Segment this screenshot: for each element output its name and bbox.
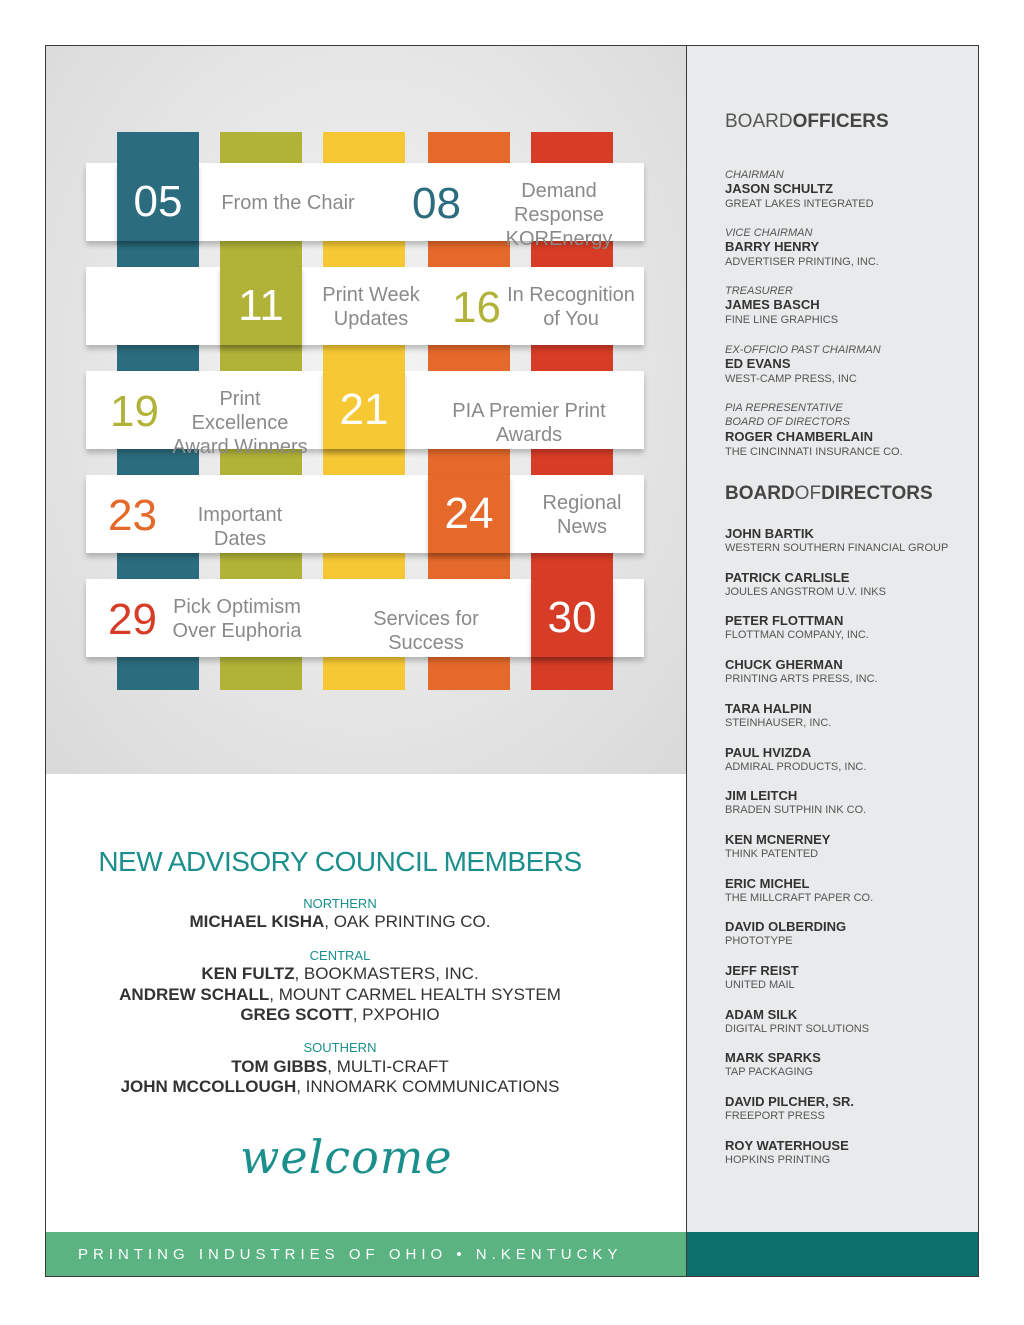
officer-role: PIA REPRESENTATIVE [725, 402, 843, 414]
director-company: WESTERN SOUTHERN FINANCIAL GROUP [725, 542, 949, 554]
officer-company: ADVERTISER PRINTING, INC. [725, 256, 879, 268]
officer-name: JASON SCHULTZ [725, 181, 834, 196]
director-name: MARK SPARKS [725, 1050, 821, 1066]
toc-label-from-the-chair[interactable]: From the Chair [221, 192, 355, 214]
toc-number-08[interactable]: 08 [412, 179, 461, 228]
officer-role: TREASURER [725, 285, 793, 297]
director-name: PATRICK CARLISLE [725, 569, 850, 585]
director-company: BRADEN SUTPHIN INK CO. [725, 804, 867, 817]
member-row: MICHAEL KISHA, OAK PRINTING CO. [189, 912, 491, 931]
director-name: DAVID OLBERDING [725, 919, 847, 935]
director-company: THINK PATENTED [725, 847, 819, 860]
director-company: THE MILLCRAFT PAPER CO. [725, 891, 874, 904]
officer-company: GREAT LAKES INTEGRATED [725, 198, 874, 210]
toc-number-24[interactable]: 24 [428, 475, 510, 553]
officer-company: WEST-CAMP PRESS, INC [725, 373, 857, 385]
officer-name: ED EVANS [725, 356, 791, 371]
director-company: ADMIRAL PRODUCTS, INC. [725, 760, 867, 773]
region-southern: SOUTHERN [303, 1040, 377, 1055]
officer-role: CHAIRMAN [725, 169, 784, 181]
director-company: PRINTING ARTS PRESS, INC. [725, 673, 878, 686]
toc-label-print-excellence[interactable]: Print Excellence Award Winners [172, 388, 308, 458]
member-row: GREG SCOTT, PXPOHIO [240, 1005, 440, 1024]
board-directors-heading: BOARDOFDIRECTORS [725, 483, 933, 504]
director-company: PHOTOTYPE [725, 935, 793, 948]
officer-company: FINE LINE GRAPHICS [725, 314, 839, 326]
toc-label-in-recognition[interactable]: In Recognition of You [507, 284, 635, 330]
director-name: ROY WATERHOUSE [725, 1137, 849, 1153]
officer-company: THE CINCINNATI INSURANCE CO. [725, 446, 903, 458]
toc-number-29[interactable]: 29 [108, 595, 157, 644]
toc-number-19[interactable]: 19 [110, 387, 159, 436]
director-company: DIGITAL PRINT SOLUTIONS [725, 1022, 870, 1035]
member-row: TOM GIBBS, MULTI-CRAFT [231, 1057, 449, 1076]
member-row: KEN FULTZ, BOOKMASTERS, INC. [201, 964, 479, 983]
footer-org-name: PRINTING INDUSTRIES OF OHIO • N.KENTUCKY [78, 1246, 623, 1263]
director-name: ERIC MICHEL [725, 875, 810, 891]
welcome-script: welcome [240, 1130, 453, 1184]
region-central: CENTRAL [309, 948, 371, 963]
director-name: CHUCK GHERMAN [725, 657, 843, 673]
director-company: FREEPORT PRESS [725, 1110, 825, 1123]
officer-name: JAMES BASCH [725, 297, 820, 312]
member-row: ANDREW SCHALL, MOUNT CARMEL HEALTH SYSTEM [119, 985, 561, 1004]
director-name: TARA HALPIN [725, 700, 812, 716]
officer-role-line2: BOARD OF DIRECTORS [725, 416, 850, 428]
toc-number-21[interactable]: 21 [323, 371, 405, 449]
member-row: JOHN MCCOLLOUGH, INNOMARK COMMUNICATIONS [120, 1077, 560, 1096]
director-name: PETER FLOTTMAN [725, 613, 844, 629]
director-company: UNITED MAIL [725, 979, 795, 991]
toc-number-05[interactable]: 05 [117, 163, 199, 241]
director-company: JOULES ANGSTROM U.V. INKS [725, 585, 886, 598]
director-name: PAUL HVIZDA [725, 744, 812, 760]
toc-number-16[interactable]: 16 [452, 283, 501, 332]
board-officers-heading: BOARDOFFICERS [725, 111, 889, 132]
toc-label-regional-news[interactable]: Regional News [542, 492, 622, 538]
toc-number-11[interactable]: 11 [220, 267, 302, 345]
toc-label-demand-response[interactable]: Demand Response KOREnergy [505, 180, 613, 250]
toc-number-23[interactable]: 23 [108, 491, 157, 540]
director-name: JIM LEITCH [725, 788, 798, 804]
officer-role: EX-OFFICIO PAST CHAIRMAN [725, 344, 881, 356]
toc-number-30[interactable]: 30 [531, 579, 613, 657]
toc-label-pick-optimism[interactable]: Pick Optimism Over Euphoria [172, 596, 302, 642]
officer-name: ROGER CHAMBERLAIN [725, 429, 874, 444]
toc-label-services-for-success[interactable]: Services for Success [373, 608, 479, 654]
director-name: JOHN BARTIK [725, 526, 814, 541]
officer-name: BARRY HENRY [725, 239, 820, 254]
director-company: TAP PACKAGING [725, 1066, 814, 1079]
director-company: HOPKINS PRINTING [725, 1153, 831, 1166]
officer-role: VICE CHAIRMAN [725, 227, 813, 239]
toc-label-pia-premier[interactable]: PIA Premier Print Awards [452, 400, 606, 446]
director-company: STEINHAUSER, INC. [725, 716, 832, 729]
director-company: FLOTTMAN COMPANY, INC. [725, 629, 869, 642]
page-frame [45, 45, 979, 1277]
region-northern: NORTHERN [303, 896, 377, 911]
director-name: DAVID PILCHER, SR. [725, 1094, 855, 1110]
director-name: ADAM SILK [725, 1006, 798, 1022]
toc-label-print-week-updates[interactable]: Print Week Updates [322, 284, 420, 330]
toc-label-important-dates[interactable]: Important Dates [197, 504, 283, 550]
advisory-title: NEW ADVISORY COUNCIL MEMBERS [98, 846, 582, 877]
director-name: KEN MCNERNEY [725, 831, 831, 847]
director-name: JEFF REIST [725, 963, 799, 978]
